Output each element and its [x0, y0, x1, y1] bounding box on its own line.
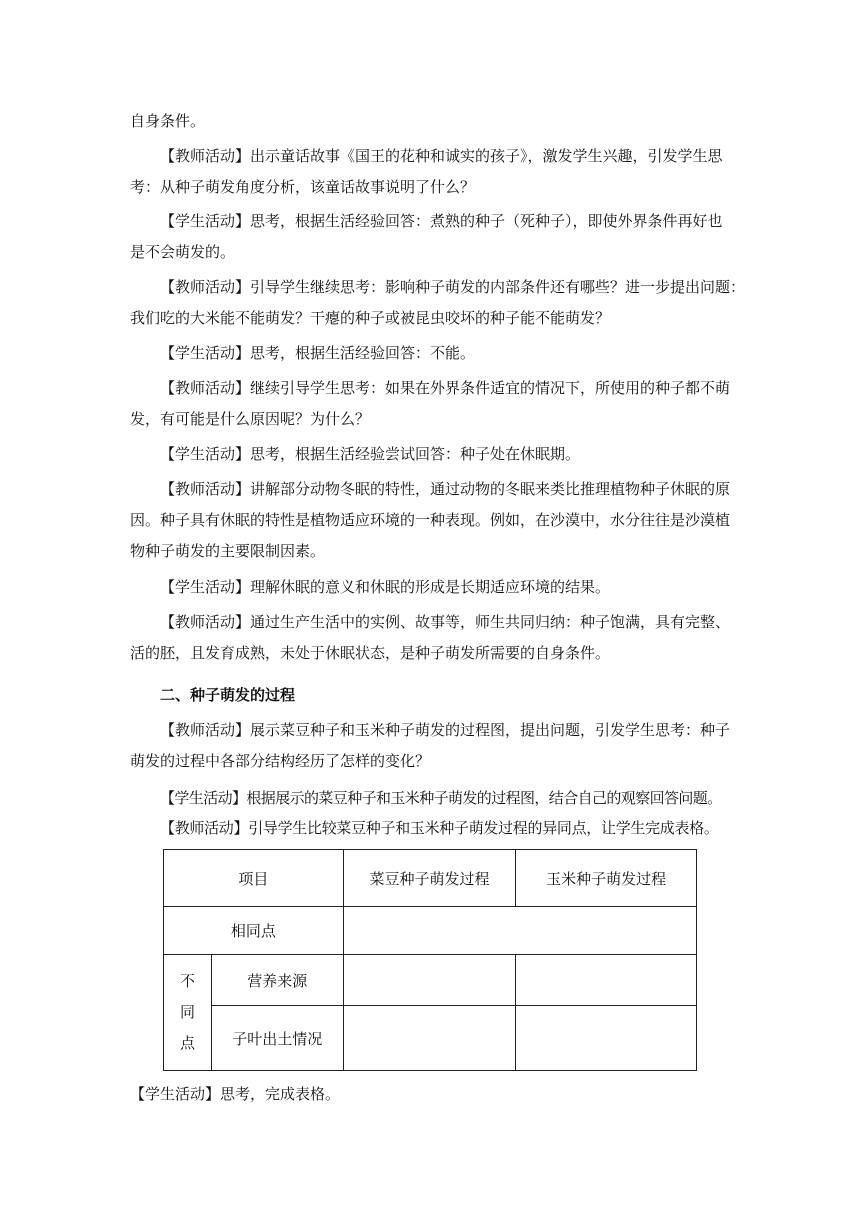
same-label-cell: 相同点 — [164, 907, 344, 955]
text-line: 【教师活动】展示菜豆种子和玉米种子萌发的过程图，提出问题，引发学生思考：种子 — [160, 721, 731, 739]
paragraph-4 — [130, 272, 746, 334]
diff-row-label-cell: 子叶出土情况 — [211, 1006, 343, 1071]
text-line: 因。种子具有休眠的特性是植物适应环境的一种表现。例如，在沙漠中，水分往往是沙漠植 — [130, 511, 731, 529]
paragraph-5 — [130, 338, 728, 369]
closing-paragraph — [130, 1079, 728, 1110]
paragraph-8 — [130, 474, 731, 567]
text-line: 【教师活动】引导学生继续思考：影响种子萌发的内部条件还有哪些？进一步提出问题： — [160, 278, 746, 296]
paragraph-6 — [130, 373, 731, 435]
text-line: 【教师活动】讲解部分动物冬眠的特性，通过动物的冬眠来类比推理植物种子休眠的原 — [160, 480, 731, 498]
section-heading-text: 二、种子萌发的过程 — [160, 686, 296, 704]
text-line: 萌发的过程中各部分结构经历了怎样的变化？ — [130, 752, 431, 770]
text-line: 【教师活动】引导学生比较菜豆种子和玉米种子萌发过程的异同点，让学生完成表格。 — [160, 819, 719, 837]
diff-row-label-cell: 营养来源 — [211, 955, 343, 1006]
table-row-same — [164, 907, 697, 955]
same-answer-cell[interactable] — [343, 907, 696, 955]
diff-label-char: 不 — [179, 972, 195, 990]
diff-bean-answer-cell[interactable] — [343, 1006, 516, 1071]
text-line: 物种子萌发的主要限制因素。 — [130, 542, 326, 560]
diff-label-char: 同 — [179, 1003, 195, 1021]
paragraph-9 — [130, 572, 728, 603]
table-row-diff-cotyledon — [164, 1006, 697, 1071]
text-line: 【教师活动】出示童话故事《国王的花种和诚实的孩子》，激发学生兴趣，引发学生思 — [160, 147, 723, 165]
text-line: 发，有可能是什么原因呢？为什么？ — [130, 410, 371, 428]
text-line: 【学生活动】思考，根据生活经验回答：煮熟的种子（死种子），即使外界条件再好也 — [160, 212, 723, 230]
text-line: 【学生活动】思考，根据生活经验尝试回答：种子处在休眠期。 — [160, 445, 581, 463]
text-line: 自身条件。 — [130, 112, 206, 130]
diff-label-char: 点 — [179, 1034, 195, 1052]
diff-corn-answer-cell[interactable] — [516, 955, 697, 1006]
text-line: 活的胚，且发育成熟，未处于休眠状态，是种子萌发所需要的自身条件。 — [130, 644, 611, 662]
paragraph-13 — [130, 813, 728, 844]
text-line: 【学生活动】根据展示的菜豆种子和玉米种子萌发的过程图，结合自己的观察回答问题。 — [160, 789, 722, 807]
table-header-row — [164, 850, 697, 907]
text-line: 考：从种子萌发角度分析，该童话故事说明了什么？ — [130, 178, 476, 196]
table-row-diff-nutrition — [164, 955, 697, 1006]
header-corn-cell: 玉米种子萌发过程 — [516, 850, 697, 907]
text-line: 是不会萌发的。 — [130, 243, 236, 261]
diff-corn-answer-cell[interactable] — [516, 1006, 697, 1071]
text-line: 【学生活动】思考，根据生活经验回答：不能。 — [160, 344, 476, 362]
paragraph-3 — [130, 206, 728, 268]
text-line: 【教师活动】继续引导学生思考：如果在外界条件适宜的情况下，所使用的种子都不萌 — [160, 379, 731, 397]
diff-bean-answer-cell[interactable] — [343, 955, 516, 1006]
paragraph-12 — [130, 783, 728, 814]
paragraph-7 — [130, 439, 728, 470]
text-line: 【学生活动】思考，完成表格。 — [130, 1085, 341, 1103]
header-bean-cell: 菜豆种子萌发过程 — [343, 850, 516, 907]
diff-label-cell — [164, 955, 212, 1071]
header-item-cell: 项目 — [164, 850, 344, 907]
paragraph-2 — [130, 141, 728, 203]
text-line: 我们吃的大米能不能萌发？干瘪的种子或被昆虫咬坏的种子能不能萌发？ — [130, 309, 611, 327]
paragraph-1 — [130, 106, 728, 137]
text-line: 【教师活动】通过生产生活中的实例、故事等，师生共同归纳：种子饱满，具有完整、 — [160, 613, 731, 631]
paragraph-11 — [130, 715, 731, 777]
section-heading — [130, 680, 728, 711]
comparison-table — [163, 849, 697, 1071]
text-line: 【学生活动】理解休眠的意义和休眠的形成是长期适应环境的结果。 — [160, 578, 611, 596]
paragraph-10 — [130, 607, 731, 669]
